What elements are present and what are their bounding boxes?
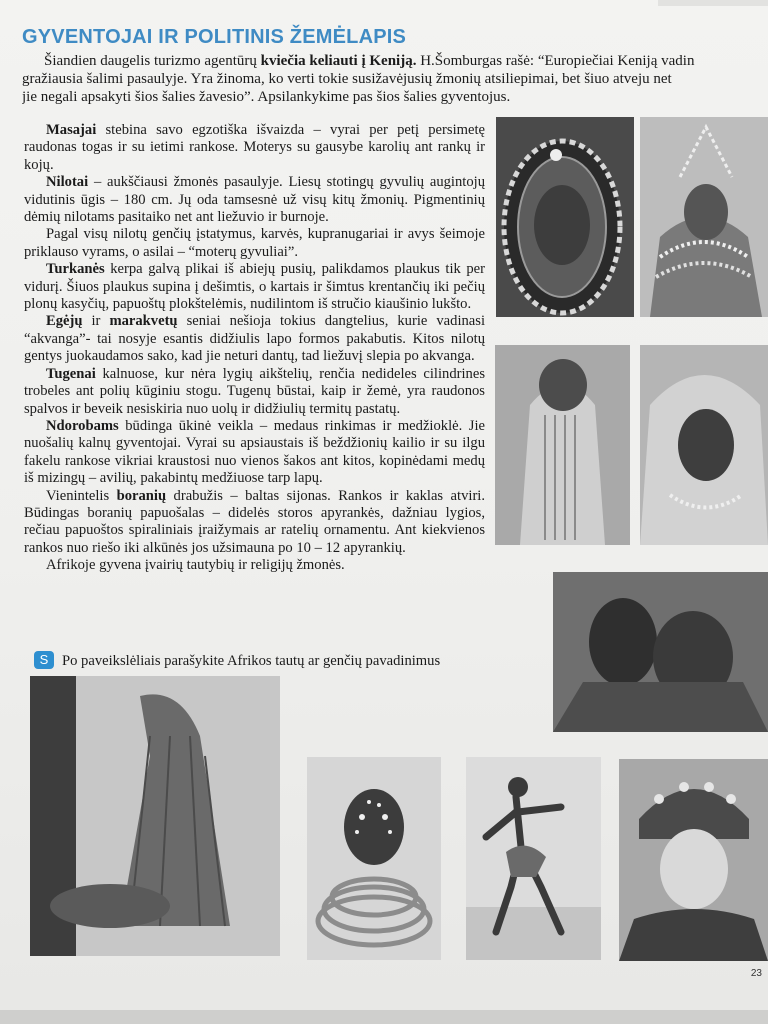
paragraph-istatymai: Pagal visų nilotų genčių įstatymus, karvės, kupranugariai ir avys šeimoje priklauso vyrams, o asilai – “moterų gyvuliai”. — [24, 226, 485, 260]
paragraph-boraniu: Vienintelis boranių drabužis – baltas sijonas. Rankos ir kaklas atviri. Būdingas boranių papuošalas – didelės storos apyrankės, dažniau lygios, rečiau papuoštos spiraliniais įraižymais ar ratelių ornamentu. Ant kiekvienos rankos nuo riešo iki alkūnės jos užsimauna po 10 – 12 apyrankių. — [24, 487, 486, 556]
paragraph-ndorobams: Ndorobams būdinga ūkinė veikla – medaus rinkimas ir medžioklė. Jie nuošalių kalnų gyventojai. Vyrai su apsiaustais iš beždžionių kailio ir su ilgu fakelu rankose vikriai kraustosi nuo vienos šakos ant kitos, kopinėdami medų iš mizingų – avilių, pakabintų medžiuose tarp lapų. — [24, 417, 485, 487]
page-title: GYVENTOJAI IR POLITINIS ŽEMĖLAPIS — [22, 26, 407, 48]
paragraph-masajai: Masajai stebina savo egzotiška išvaizda – vyrai per petį persimetę raudonas togas ir su ietimi rankose. Moterys su gausybe karolių ant rankų ir kojų. — [24, 122, 485, 173]
main-text-column — [24, 122, 485, 575]
photo-beaded-woman — [640, 117, 768, 317]
intro-line-2: gražiausia šalimi pasaulyje. Yra žinoma, ko verti tokie susižavėjusių žmonių atsiliepimai, bet šiuo atveju net — [22, 71, 672, 87]
photo-masai-shield — [496, 117, 634, 317]
photo-dancer — [466, 757, 601, 960]
photo-grass-costume — [30, 676, 280, 956]
photo-painted-face-girl — [307, 757, 441, 960]
task-text: Po paveikslėliais parašykite Afrikos tautų ar genčių pavadinimus — [62, 653, 441, 669]
paragraph-turkanes: Turkanės kerpa galvą plikai iš abiejų pusių, palikdamos plaukus tik per vidurį. Šiuos plaukus supina į dešimtis, o kartais ir šimtus krentančių iki pečių plonų kasyčių, papuoštų plokštelėmis, nudilintom iš stručio kiaušinio lukšto. — [24, 261, 485, 313]
task-badge: S — [34, 651, 54, 669]
photo-smiling-girl — [619, 759, 768, 961]
neighbour-page-edge — [658, 0, 768, 6]
paragraph-nilotai: Nilotai – aukščiausi žmonės pasaulyje. Liesų stotingų gyvulių augintojų vidutinis ūgis – 180 cm. Jų oda tamsesnė už visų kitų žmonių. Pigmentinių dėmių nilotams pasitaiko net ant liežuvio ir burnoje. — [24, 174, 485, 226]
intro-emphasis: kviečia keliauti į Keniją. — [260, 53, 417, 69]
photo-two-women — [553, 572, 768, 732]
paragraph-tugenai: Tugenai kalnuose, kur nėra lygių aikštelių, renčia nedideles cilindrines trobeles ant polių kūginiu stogu. Tugenų būstai, kaip ir žemė, yra raudonos spalvos ir beveik nesiskiria nuo uolų ir didžiulių termitų pastatų. — [24, 365, 485, 417]
intro-line-3: jie negali apsakyti šios šalies žavesio”. Apsilankykime pas šios šalies gyventojus. — [22, 89, 511, 105]
intro-line-1: Šiandien daugelis turizmo agentūrų kviečia keliauti į Keniją. H.Šomburgas rašė: “Europiečiai Keniją vadin — [44, 53, 695, 69]
photo-turkana-woman — [495, 345, 630, 545]
page-bottom-shadow — [0, 1010, 768, 1024]
intro-paragraph — [22, 52, 768, 106]
page-number: 23 — [750, 968, 762, 979]
paragraph-afrikoje: Afrikoje gyvena įvairių tautybių ir religijų žmonės. — [46, 557, 345, 574]
paragraph-egeju: Egėjų ir marakvetų seniai nešioja tokius dangtelius, kurie vadinasi “akvanga”- tai nosyje esantis didžiulis lapo formos pakabutis. Kitos nilotų gentys juokaudamos sako, kad jie neturi dantų, tad liežuvį slepia po akvanga. — [24, 313, 486, 365]
photo-veiled-woman — [640, 345, 768, 545]
task-instruction — [34, 651, 440, 670]
